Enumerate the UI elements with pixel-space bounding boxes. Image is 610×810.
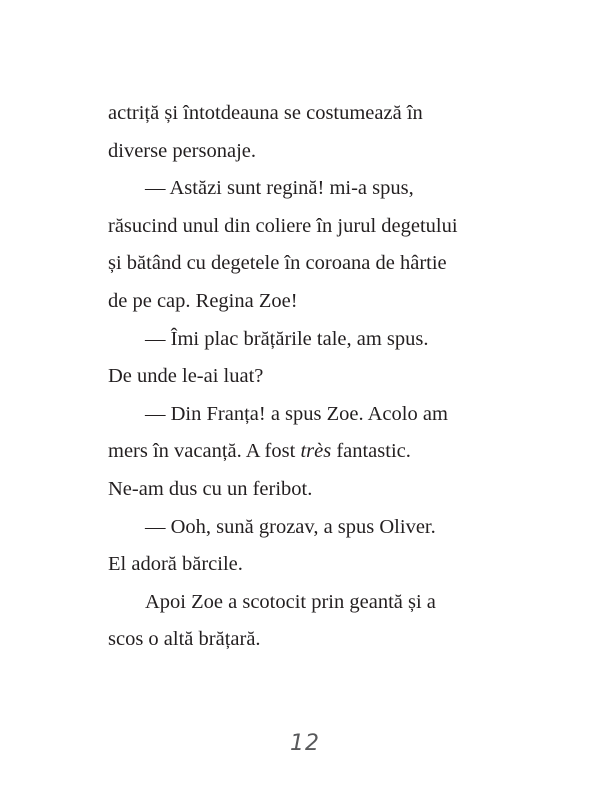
text-line: — Astăzi sunt regină! mi-a spus, [145, 177, 414, 200]
text-line: — Îmi plac brățările tale, am spus. [145, 327, 429, 350]
body-text [108, 95, 538, 659]
text-line: — Ooh, sună grozav, a spus Oliver. [145, 515, 436, 538]
text-line: De unde le-ai luat? [108, 365, 264, 388]
text-line: diverse personaje. [108, 139, 256, 162]
text-line: — Din Franța! a spus Zoe. Acolo am [145, 402, 448, 425]
page-number: 12 [290, 731, 320, 756]
text-line [108, 433, 538, 471]
text-line: actriță și întotdeauna se costumează în [108, 102, 423, 124]
text-line: răsucind unul din coliere în jurul degetului [108, 214, 458, 237]
text-segment: mers în vacanță. A fost [108, 440, 301, 463]
text-segment: fantastic. [331, 440, 411, 463]
text-line: de pe cap. Regina Zoe! [108, 289, 298, 312]
text-line: și bătând cu degetele în coroana de hârtie [108, 252, 447, 275]
text-line: El adoră bărcile. [108, 553, 243, 576]
text-line: Ne-am dus cu un feribot. [108, 477, 313, 500]
italic-word: très [300, 440, 332, 463]
text-line: Apoi Zoe a scotocit prin geantă și a [145, 590, 436, 613]
text-line: scos o altă brățară. [108, 628, 261, 651]
